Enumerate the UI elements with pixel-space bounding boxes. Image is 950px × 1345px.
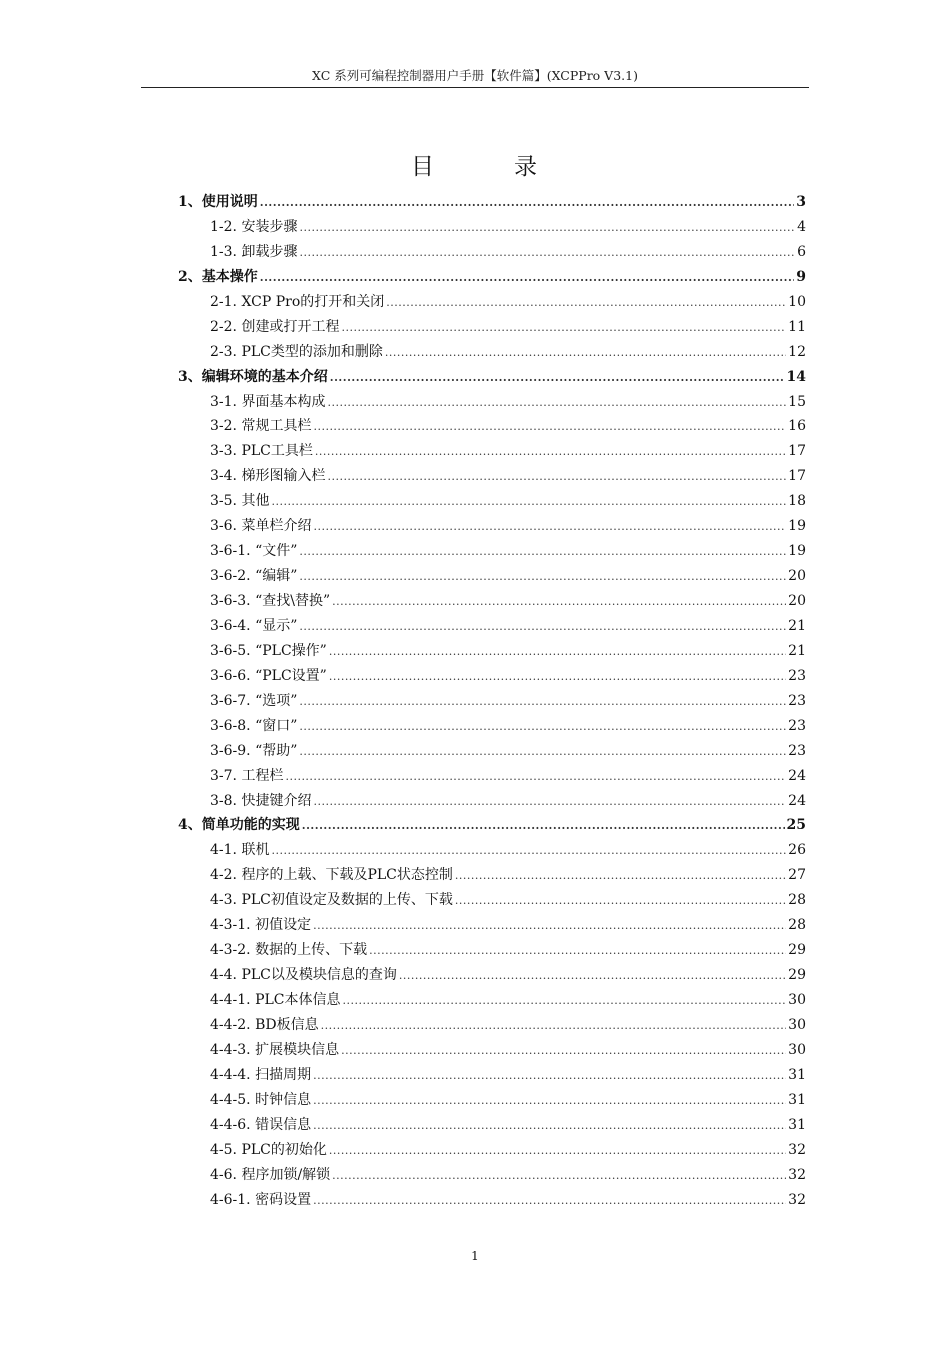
- dot-leader: [299, 241, 795, 266]
- toc-entry-page: 28: [788, 917, 806, 934]
- toc-entry[interactable]: [178, 290, 806, 315]
- toc-entry-page: 32: [788, 1141, 806, 1158]
- dot-leader: [455, 889, 786, 914]
- toc-entry-label: 3-7. 工程栏: [210, 767, 284, 784]
- dot-leader: [369, 939, 786, 964]
- dot-leader: [385, 341, 786, 366]
- toc-entry-page: 24: [788, 792, 806, 809]
- toc-entry[interactable]: [178, 439, 806, 464]
- running-header: XC 系列可编程控制器用户手册【软件篇】(XCPPro V3.1): [312, 68, 638, 83]
- toc-entry[interactable]: [178, 838, 806, 863]
- toc-entry[interactable]: [178, 514, 806, 539]
- toc-entry-page: 29: [788, 942, 806, 959]
- toc-entry-page: 28: [788, 892, 806, 909]
- toc-entry-page: 9: [796, 268, 806, 285]
- dot-leader: [455, 864, 786, 889]
- toc-entry[interactable]: [178, 489, 806, 514]
- toc-entry-label: 3-6-4. “显示”: [210, 617, 298, 634]
- toc-entry-label: 4-5. PLC的初始化: [210, 1141, 327, 1158]
- dot-leader: [260, 266, 795, 291]
- toc-entry-label: 4-4-5. 时钟信息: [210, 1091, 312, 1108]
- toc-entry-label: 2、基本操作: [178, 268, 258, 285]
- toc-entry[interactable]: [178, 863, 806, 888]
- toc-entry[interactable]: [178, 913, 806, 938]
- toc-entry[interactable]: [178, 1013, 806, 1038]
- toc-entry-label: 4-2. 程序的上载、下载及PLC状态控制: [210, 867, 453, 884]
- toc-entry-page: 21: [788, 642, 806, 659]
- toc-entry-page: 30: [788, 992, 806, 1008]
- toc-entry[interactable]: [178, 414, 806, 439]
- toc-entry-label: 4-6-1. 密码设置: [210, 1191, 312, 1208]
- dot-leader: [341, 316, 786, 341]
- toc-entry[interactable]: [178, 589, 806, 614]
- dot-leader: [299, 715, 786, 740]
- toc-entry[interactable]: [178, 564, 806, 589]
- toc-entry[interactable]: [178, 215, 806, 240]
- toc-entry-label: 3-6-3. “查找\替换”: [210, 593, 331, 609]
- toc-entry[interactable]: [178, 265, 806, 290]
- toc-entry-label: 1-2. 安装步骤: [210, 218, 298, 235]
- dot-leader: [332, 1164, 786, 1189]
- dot-leader: [260, 191, 795, 216]
- toc-entry-label: 3-2. 常规工具栏: [210, 418, 312, 435]
- toc-entry[interactable]: [178, 240, 806, 265]
- dot-leader: [299, 740, 786, 765]
- toc-entry-label: 3-6-9. “帮助”: [210, 742, 298, 759]
- toc-entry-page: 26: [788, 842, 806, 859]
- page-number: 1: [471, 1249, 479, 1263]
- toc-title: [0, 148, 950, 181]
- toc-entry[interactable]: [178, 1113, 806, 1138]
- toc-entry[interactable]: [178, 539, 806, 564]
- toc-entry-page: 17: [788, 443, 806, 460]
- dot-leader: [271, 490, 786, 515]
- toc-title-right: 录: [514, 154, 539, 180]
- toc-entry-page: 23: [788, 667, 806, 684]
- toc-entry-page: 29: [788, 967, 806, 984]
- toc-entry[interactable]: [178, 714, 806, 739]
- toc-entry-label: 4-1. 联机: [210, 842, 270, 859]
- toc-entry[interactable]: [178, 764, 806, 789]
- toc-entry[interactable]: [178, 739, 806, 764]
- toc-entry-page: 19: [788, 518, 806, 535]
- toc-entry-page: 27: [788, 867, 806, 884]
- toc-entry[interactable]: [178, 614, 806, 639]
- toc-entry-label: 3-8. 快捷键介绍: [210, 792, 312, 809]
- toc-entry[interactable]: [178, 664, 806, 689]
- toc-entry-page: 32: [788, 1191, 806, 1208]
- toc-entry-page: 10: [788, 293, 806, 310]
- dot-leader: [299, 690, 786, 715]
- toc-entry[interactable]: [178, 365, 806, 390]
- dot-leader: [313, 1189, 786, 1214]
- table-of-contents: [178, 190, 806, 1212]
- toc-entry[interactable]: [178, 689, 806, 714]
- dot-leader: [285, 765, 786, 790]
- toc-entry-label: 1、使用说明: [178, 194, 258, 210]
- toc-entry[interactable]: [178, 190, 806, 215]
- toc-title-left: 目: [411, 154, 436, 180]
- toc-entry[interactable]: [178, 789, 806, 814]
- toc-entry-page: 3: [796, 194, 806, 210]
- dot-leader: [386, 291, 786, 316]
- toc-entry-label: 4-4-6. 错误信息: [210, 1116, 312, 1133]
- dot-leader: [313, 1064, 786, 1089]
- header-rule: [141, 87, 809, 88]
- toc-entry-page: 20: [788, 568, 806, 585]
- toc-entry-label: 3-6-1. “文件”: [210, 543, 298, 560]
- toc-entry-label: 3-4. 梯形图输入栏: [210, 468, 326, 485]
- toc-entry-label: 4-4-2. BD板信息: [210, 1016, 319, 1033]
- toc-entry-page: 23: [788, 692, 806, 709]
- toc-entry[interactable]: [178, 1038, 806, 1063]
- toc-entry[interactable]: [178, 464, 806, 489]
- toc-entry-label: 4-3. PLC初值设定及数据的上传、下载: [210, 892, 453, 909]
- toc-entry-label: 4-4-4. 扫描周期: [210, 1066, 312, 1083]
- toc-entry[interactable]: [178, 1163, 806, 1188]
- dot-leader: [313, 1089, 786, 1114]
- toc-entry-label: 4-4-1. PLC本体信息: [210, 992, 341, 1008]
- toc-entry[interactable]: [178, 340, 806, 365]
- toc-entry-label: 3-6-2. “编辑”: [210, 568, 298, 585]
- toc-entry-page: 23: [788, 717, 806, 734]
- dot-leader: [299, 565, 786, 590]
- toc-entry-label: 4-3-2. 数据的上传、下载: [210, 942, 368, 959]
- toc-entry-page: 32: [788, 1166, 806, 1183]
- dot-leader: [313, 515, 786, 540]
- dot-leader: [271, 839, 786, 864]
- toc-entry-page: 19: [788, 543, 806, 560]
- dot-leader: [343, 989, 787, 1014]
- toc-entry-page: 17: [788, 468, 806, 485]
- toc-entry-page: 16: [788, 418, 806, 435]
- toc-entry-label: 4-4. PLC以及模块信息的查询: [210, 967, 397, 984]
- dot-leader: [299, 216, 795, 241]
- dot-leader: [321, 1014, 787, 1039]
- dot-leader: [329, 665, 786, 690]
- dot-leader: [329, 1139, 786, 1164]
- toc-entry-page: 18: [788, 493, 806, 510]
- dot-leader: [313, 790, 786, 815]
- toc-entry-label: 3-3. PLC工具栏: [210, 443, 313, 460]
- toc-entry-label: 3-6-8. “窗口”: [210, 717, 298, 734]
- toc-entry-page: 31: [788, 1116, 806, 1133]
- toc-entry-label: 2-1. XCP Pro的打开和关闭: [210, 293, 385, 310]
- dot-leader: [332, 590, 786, 615]
- toc-entry-page: 12: [788, 343, 806, 360]
- toc-entry-page: 20: [788, 593, 806, 609]
- toc-entry-label: 3-5. 其他: [210, 493, 270, 510]
- toc-entry-page: 6: [797, 243, 806, 260]
- toc-entry-page: 25: [786, 817, 806, 834]
- toc-entry[interactable]: [178, 639, 806, 664]
- toc-entry-page: 24: [788, 767, 806, 784]
- toc-entry-label: 4、简单功能的实现: [178, 817, 300, 834]
- toc-entry-label: 3-1. 界面基本构成: [210, 393, 326, 410]
- toc-entry[interactable]: [178, 1138, 806, 1163]
- dot-leader: [313, 914, 786, 939]
- toc-entry-page: 31: [788, 1091, 806, 1108]
- toc-entry-label: 3-6-7. “选项”: [210, 692, 298, 709]
- toc-entry-page: 30: [788, 1016, 806, 1033]
- toc-entry-label: 1-3. 卸载步骤: [210, 243, 298, 260]
- toc-entry[interactable]: [178, 315, 806, 340]
- dot-leader: [341, 1039, 786, 1064]
- toc-entry-label: 3-6. 菜单栏介绍: [210, 518, 312, 535]
- toc-entry-label: 4-4-3. 扩展模块信息: [210, 1041, 340, 1058]
- toc-entry[interactable]: [178, 1063, 806, 1088]
- toc-entry-label: 2-3. PLC类型的添加和删除: [210, 343, 383, 360]
- toc-entry-page: 4: [797, 218, 806, 235]
- toc-entry[interactable]: [178, 813, 806, 838]
- dot-leader: [313, 1114, 786, 1139]
- toc-entry-page: 21: [788, 617, 806, 634]
- toc-entry[interactable]: [178, 1088, 806, 1113]
- toc-entry-label: 3-6-5. “PLC操作”: [210, 642, 327, 659]
- toc-entry-label: 4-6. 程序加锁/解锁: [210, 1166, 331, 1183]
- dot-leader: [299, 540, 786, 565]
- toc-entry[interactable]: [178, 988, 806, 1013]
- dot-leader: [313, 415, 786, 440]
- toc-entry-label: 3、编辑环境的基本介绍: [178, 368, 328, 385]
- dot-leader: [327, 465, 786, 490]
- toc-entry[interactable]: [178, 390, 806, 415]
- toc-entry[interactable]: [178, 888, 806, 913]
- toc-entry[interactable]: [178, 963, 806, 988]
- toc-entry-page: 31: [788, 1066, 806, 1083]
- dot-leader: [330, 366, 785, 391]
- dot-leader: [302, 814, 785, 839]
- toc-entry-label: 4-3-1. 初值设定: [210, 917, 312, 934]
- toc-entry-page: 30: [788, 1041, 806, 1058]
- dot-leader: [299, 615, 786, 640]
- toc-entry[interactable]: [178, 1188, 806, 1213]
- toc-entry-label: 2-2. 创建或打开工程: [210, 318, 340, 335]
- dot-leader: [329, 640, 786, 665]
- toc-entry-page: 14: [786, 368, 806, 385]
- dot-leader: [327, 391, 786, 416]
- dot-leader: [399, 964, 786, 989]
- toc-entry-page: 11: [788, 318, 806, 335]
- toc-entry-page: 15: [788, 393, 806, 410]
- toc-entry-label: 3-6-6. “PLC设置”: [210, 667, 327, 684]
- toc-entry[interactable]: [178, 938, 806, 963]
- dot-leader: [315, 440, 786, 465]
- toc-entry-page: 23: [788, 742, 806, 759]
